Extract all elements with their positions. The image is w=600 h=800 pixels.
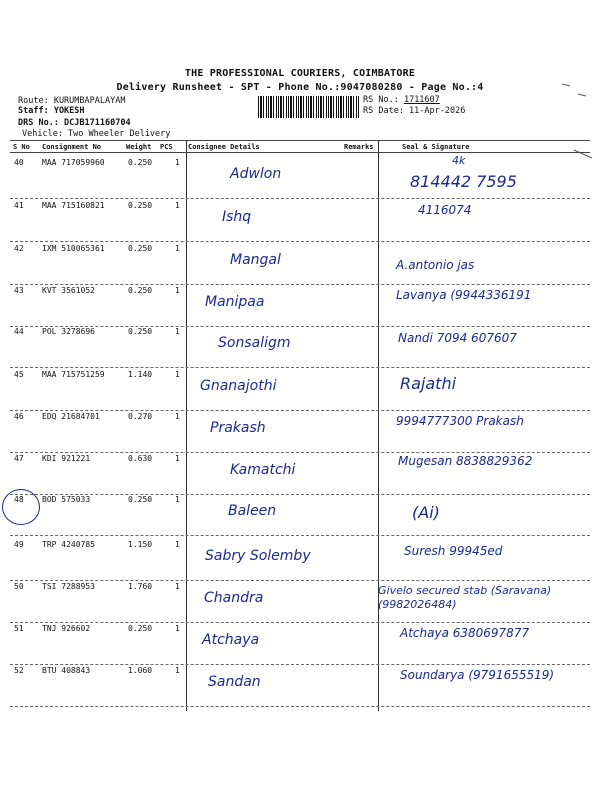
pcs-value: 1 (175, 666, 180, 675)
consignment-number: BOD 575033 (42, 495, 91, 504)
row40-annotation: 4k (452, 154, 466, 167)
pcs-value: 1 (175, 201, 180, 210)
weight-value: 0.250 (128, 495, 153, 504)
pcs-value: 1 (175, 158, 180, 167)
row-divider (10, 410, 590, 411)
consignment-number: TNJ 926602 (42, 624, 91, 633)
consignment-number: TRP 4240785 (42, 540, 95, 549)
pcs-value: 1 (175, 495, 180, 504)
rs-date: RS Date: 11-Apr-2026 (363, 106, 466, 116)
consignee-column-divider (186, 141, 187, 711)
consignee-name-handwritten: Adwlon (230, 166, 282, 182)
weight-value: 0.250 (128, 286, 153, 295)
consignee-name-handwritten: Ishq (222, 209, 252, 225)
signature-handwritten: Nandi 7094 607607 (398, 331, 517, 345)
row-divider (10, 326, 590, 327)
serial-number: 48 (14, 495, 24, 504)
weight-value: 0.250 (128, 327, 153, 336)
serial-number: 43 (14, 286, 24, 295)
signature-handwritten: Soundarya (9791655519) (400, 668, 555, 682)
company-title: THE PROFESSIONAL COURIERS, COIMBATORE (184, 68, 416, 79)
serial-number: 41 (14, 201, 24, 210)
pcs-value: 1 (175, 582, 180, 591)
consignee-name-handwritten: Mangal (230, 252, 281, 268)
consignee-name-handwritten: Gnanajothi (200, 378, 277, 394)
weight-value: 1.760 (128, 582, 153, 591)
consignee-name-handwritten: Atchaya (202, 632, 260, 648)
signature-handwritten: (Ai) (412, 503, 440, 522)
vehicle-label: Vehicle: Two Wheeler Delivery (22, 129, 171, 139)
pcs-value: 1 (175, 370, 180, 379)
consignee-name-handwritten: Sandan (208, 674, 261, 690)
staff-label: Staff: YOKESH (18, 106, 85, 116)
column-header-consignment: Consignment No (42, 143, 102, 151)
barcode (258, 96, 360, 118)
weight-value: 0.250 (128, 624, 153, 633)
column-header-remarks: Remarks (344, 143, 374, 151)
consignment-number: BTU 408843 (42, 666, 91, 675)
table-top-rule (10, 140, 590, 141)
pcs-value: 1 (175, 244, 180, 253)
pcs-value: 1 (175, 327, 180, 336)
consignee-name-handwritten: Prakash (210, 420, 266, 436)
serial-number: 46 (14, 412, 24, 421)
serial-number: 47 (14, 454, 24, 463)
row-divider (10, 284, 590, 285)
signature-handwritten: Givelo secured stab (Saravana) (9982026484) (378, 584, 552, 611)
weight-value: 0.270 (128, 412, 153, 421)
rs-number (363, 95, 440, 105)
serial-number: 51 (14, 624, 24, 633)
column-header-sno: S No (13, 143, 30, 151)
pcs-value: 1 (175, 412, 180, 421)
column-header-pcs: PCS (160, 143, 173, 151)
rs-number-label: RS No.: (363, 95, 399, 105)
drs-number: DRS No.: DCJB171160704 (18, 118, 131, 128)
row-divider (10, 198, 590, 199)
pcs-value: 1 (175, 286, 180, 295)
signature-handwritten: Suresh 99945ed (404, 544, 503, 558)
header-bottom-rule (10, 152, 590, 153)
consignee-name-handwritten: Sabry Solemby (205, 548, 311, 564)
row-divider (10, 452, 590, 453)
consignment-number: KDI 921221 (42, 454, 91, 463)
signature-handwritten: Lavanya (9944336191 (396, 288, 532, 302)
weight-value: 1.150 (128, 540, 153, 549)
column-header-consignee: Consignee Details (188, 143, 260, 151)
row-divider (10, 494, 590, 495)
consignment-number: TSI 7288953 (42, 582, 95, 591)
row-divider (10, 535, 590, 536)
rs-number-value: 1711607 (403, 95, 440, 105)
weight-value: 0.250 (128, 158, 153, 167)
row-divider (10, 367, 590, 368)
consignment-number: KVT 3561052 (42, 286, 95, 295)
serial-number: 40 (14, 158, 24, 167)
circled-serial-48 (2, 489, 40, 525)
column-header-weight: Weight (126, 143, 152, 151)
consignee-name-handwritten: Baleen (228, 503, 277, 519)
serial-number: 44 (14, 327, 24, 336)
weight-value: 1.140 (128, 370, 153, 379)
consignee-name-handwritten: Chandra (204, 590, 264, 606)
serial-number: 52 (14, 666, 24, 675)
corner-mark-icon (560, 80, 590, 100)
pcs-value: 1 (175, 624, 180, 633)
consignment-number: EDQ 21684701 (42, 412, 100, 421)
row-divider (10, 580, 590, 581)
consignment-number: MAA 715160821 (42, 201, 105, 210)
serial-number: 49 (14, 540, 24, 549)
row-divider (10, 241, 590, 242)
route-label: Route: KURUMBAPALAYAM (18, 96, 126, 106)
serial-number: 50 (14, 582, 24, 591)
consignee-name-handwritten: Manipaa (205, 294, 265, 310)
weight-value: 0.250 (128, 244, 153, 253)
serial-number: 45 (14, 370, 24, 379)
serial-number: 42 (14, 244, 24, 253)
consignment-number: MAA 715751259 (42, 370, 105, 379)
signature-handwritten: Atchaya 6380697877 (400, 626, 530, 640)
row-divider (10, 664, 590, 665)
consignee-name-handwritten: Sonsaligm (218, 335, 291, 351)
consignee-name-handwritten: Kamatchi (230, 462, 296, 478)
row-divider (10, 706, 590, 707)
seal-column-divider (378, 141, 379, 711)
margin-mark-icon (572, 148, 596, 162)
signature-handwritten: 9994777300 Prakash (396, 414, 524, 428)
column-header-seal: Seal & Signature (402, 143, 470, 151)
pcs-value: 1 (175, 454, 180, 463)
consignment-number: POL 3278696 (42, 327, 95, 336)
weight-value: 1.060 (128, 666, 153, 675)
signature-handwritten: 4116074 (418, 203, 472, 217)
weight-value: 0.630 (128, 454, 153, 463)
row-divider (10, 622, 590, 623)
signature-handwritten: Mugesan 8838829362 (398, 454, 533, 468)
signature-handwritten: 814442 7595 (410, 172, 517, 191)
signature-handwritten: A.antonio jas (396, 258, 475, 272)
signature-handwritten: Rajathi (400, 374, 457, 393)
consignment-number: IXM 510065361 (42, 244, 105, 253)
runsheet-title: Delivery Runsheet - SPT - Phone No.:9047080280 - Page No.:4 (116, 82, 484, 93)
weight-value: 0.250 (128, 201, 153, 210)
consignment-number: MAA 717059960 (42, 158, 105, 167)
pcs-value: 1 (175, 540, 180, 549)
